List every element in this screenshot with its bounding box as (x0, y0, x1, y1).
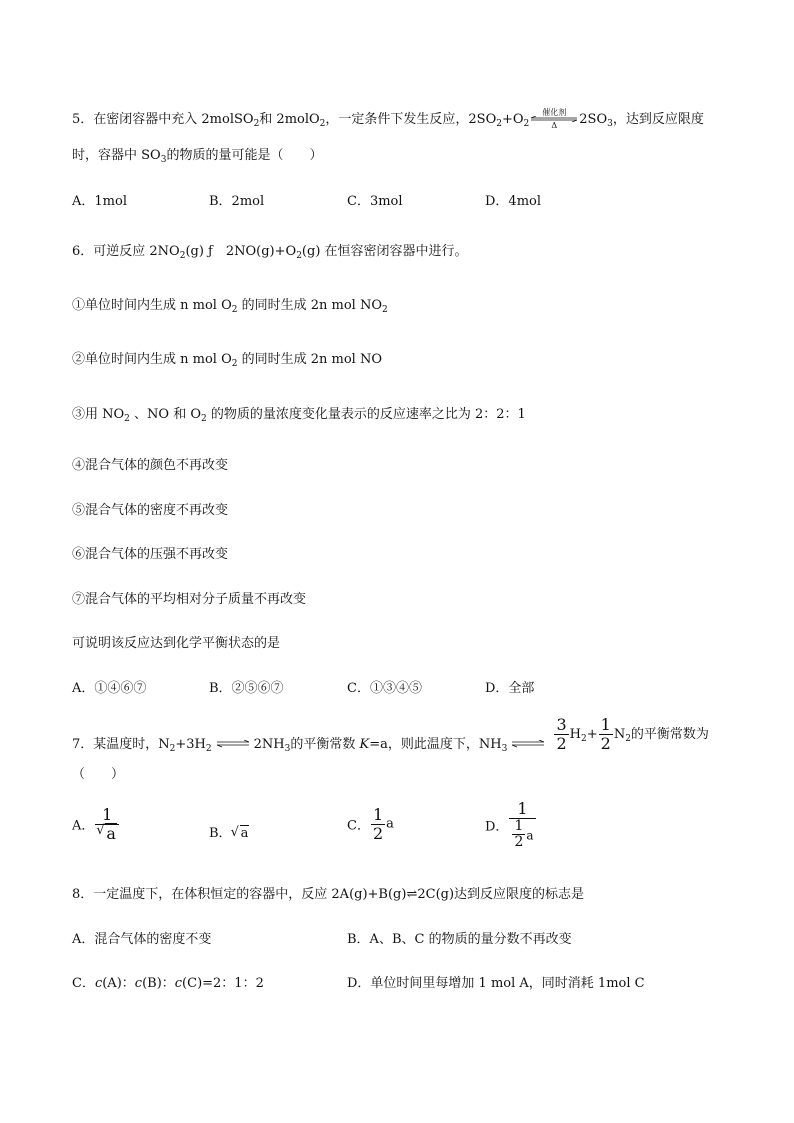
q6-statement-1 (72, 294, 388, 315)
numerator: 1 (372, 805, 384, 824)
q8-text: (A)： (102, 976, 135, 991)
q6-statement-5: ⑤混合气体的密度不再改变 (72, 503, 229, 518)
variable-a: a (526, 827, 534, 842)
radicand: a (240, 826, 249, 841)
q7-text: N (613, 726, 626, 742)
sub: 2 (382, 305, 388, 315)
variable-a: a (386, 816, 394, 832)
q5-line1 (72, 108, 704, 129)
q7-stem-text3 (614, 727, 709, 742)
q7-option-d[interactable] (485, 800, 537, 850)
q8-text: (B)： (142, 976, 175, 991)
conc-symbol: c (94, 976, 103, 991)
q6-text: ②单位时间内生成 n mol O (72, 352, 232, 367)
catalyst-label: 催化剂 (542, 107, 567, 117)
sub: 2 (231, 305, 238, 315)
q7-text: =a，则此温度下，NH (369, 736, 502, 752)
denominator: 2 (556, 733, 567, 753)
q7-k-symbol: K (359, 736, 370, 752)
q6-text: 的同时生成 2n mol NO (237, 352, 383, 367)
q7-text: H (569, 726, 581, 742)
equilibrium-arrow-icon (216, 740, 250, 748)
q8-text: 2C(g)达到反应限度的标志是 (417, 887, 585, 902)
sub: 3 (284, 743, 291, 754)
conc-symbol: c (174, 976, 183, 991)
sub: 2 (319, 119, 326, 129)
q8-text: 8．一定温度下，在体积恒定的容器中，反应 2A(g)+B(g) (72, 887, 407, 902)
q6-option-a[interactable]: A．①④⑥⑦ (72, 681, 147, 696)
sub: 3 (160, 155, 167, 165)
q6-text: 、NO 和 O (129, 407, 201, 422)
q6-text: (g) 在恒容密闭容器中进行。 (301, 244, 468, 259)
q5-option-c[interactable]: C．3mol (347, 194, 403, 209)
sub: 2 (580, 733, 587, 744)
sub: 2 (201, 414, 207, 424)
q5-option-b[interactable]: B．2mol (209, 194, 265, 209)
numerator: 1 (514, 817, 524, 834)
fraction-3-2 (554, 716, 568, 752)
q6-text: 的同时生成 2n mol NO (237, 298, 383, 313)
q6-text: ①单位时间内生成 n mol O (72, 298, 232, 313)
sqrt-symbol (232, 826, 250, 841)
sub: 3 (607, 119, 613, 129)
heat-label: Δ (551, 120, 558, 130)
q6-statement-2 (72, 348, 382, 369)
q6-statement-6: ⑥混合气体的压强不再改变 (72, 547, 229, 562)
q6-question: 可说明该反应达到化学平衡状态的是 (72, 636, 281, 651)
q6-statement-7: ⑦混合气体的平均相对分子质量不再改变 (72, 592, 307, 607)
q6-text: 的物质的量浓度变化量表示的反应速率之比为 2：2：1 (206, 407, 526, 422)
radicand: a (106, 823, 116, 843)
sub: 2 (179, 251, 186, 261)
numerator: 1 (600, 715, 611, 734)
sub: 2 (253, 119, 260, 129)
q7-answer-paren: （ ） (72, 767, 125, 782)
sub: 3 (501, 743, 508, 754)
sub: 2 (296, 251, 302, 261)
q8-text: (C)=2：1：2 (182, 976, 264, 991)
q5-text: ，一定条件下发生反应，2SO (325, 112, 497, 127)
q5-text: 和 2molO (259, 112, 320, 127)
equilibrium-arrow-icon (511, 740, 545, 748)
q6-option-b[interactable]: B．②⑤⑥⑦ (209, 681, 284, 696)
q7-option-a[interactable] (72, 806, 120, 842)
q7-text: 的平衡常数 (290, 736, 360, 752)
sub: 2 (231, 359, 238, 369)
q5-text: 时，容器中 SO (72, 148, 161, 163)
fraction-1-sqrt-a (95, 806, 119, 842)
q7-stem-text (72, 737, 553, 752)
option-label: D． (485, 819, 509, 835)
q8-option-d[interactable]: D．单位时间里每增加 1 mol A，同时消耗 1mol C (347, 976, 645, 991)
sqrt-symbol (97, 825, 117, 843)
q5-option-d[interactable]: D．4mol (485, 194, 542, 209)
q6-statement-4: ④混合气体的颜色不再改变 (72, 458, 229, 473)
sub: 2 (496, 119, 502, 129)
fraction-1-2 (599, 716, 613, 752)
q8-stem (72, 883, 584, 902)
q8-option-c[interactable] (72, 972, 264, 991)
fraction-1-2 (371, 806, 385, 842)
numerator: 1 (509, 800, 535, 819)
q7-text: + (586, 726, 598, 742)
q7-text: 2NH (253, 736, 285, 752)
q7-text: 的平衡常数为 (630, 726, 709, 742)
sub: 2 (205, 743, 212, 754)
fraction-1-2 (512, 819, 525, 851)
q6-text: (g) ƒ 2NO(g)+O (185, 244, 297, 259)
option-label: B． (209, 826, 232, 841)
q5-text: 5．在密闭容器中充入 2molSO (72, 112, 254, 127)
denominator: 2 (600, 733, 611, 753)
q8-option-b[interactable]: B．A、B、C 的物质的量分数不再改变 (347, 932, 572, 947)
q7-text: 7．某温度时，N (72, 736, 170, 752)
option-label: A． (72, 818, 95, 834)
option-label: C． (72, 976, 95, 991)
q7-option-b[interactable] (209, 822, 249, 841)
q5-option-a[interactable]: A．1mol (72, 194, 127, 209)
sub: 2 (124, 414, 130, 424)
q8-option-a[interactable]: A．混合气体的密度不变 (72, 932, 212, 947)
q7-stem-text2 (570, 727, 598, 742)
q5-line2 (72, 144, 322, 165)
catalyst-equilibrium-arrow (529, 107, 579, 130)
fraction-1-over-half-a (509, 800, 535, 850)
numerator: 1 (95, 806, 119, 825)
q6-statement-3 (72, 403, 526, 424)
q7-stem (72, 716, 709, 756)
denominator (95, 825, 119, 843)
q5-text: 2SO (579, 112, 608, 127)
equilibrium-arrow-icon: ⇌ (406, 887, 418, 902)
option-label: C． (347, 818, 370, 834)
q6-text: ③用 NO (72, 407, 125, 422)
denominator: 2 (372, 823, 384, 843)
sub: 2 (523, 119, 530, 129)
q6-stem (72, 240, 468, 261)
conc-symbol: c (134, 976, 143, 991)
q5-text: 的物质的量可能是（ ） (166, 148, 323, 163)
q6-option-d[interactable]: D．全部 (485, 681, 535, 696)
q5-text: ，达到反应限度 (612, 112, 704, 127)
sub: 2 (625, 733, 631, 744)
sub: 2 (169, 743, 176, 754)
q7-text: +3H (175, 736, 206, 752)
q7-option-c[interactable] (347, 806, 394, 842)
denominator (509, 819, 535, 851)
denominator: 2 (514, 833, 524, 850)
q5-text: +O (501, 112, 524, 127)
numerator: 3 (556, 715, 567, 734)
q6-option-c[interactable]: C．①③④⑤ (347, 681, 422, 696)
q6-text: 6．可逆反应 2NO (72, 244, 180, 259)
